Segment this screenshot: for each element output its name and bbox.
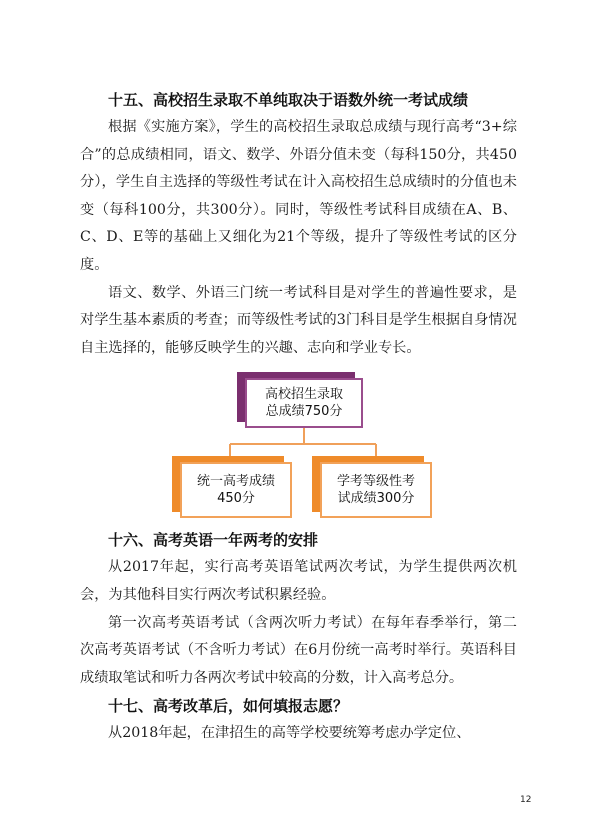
section-15-paragraph-1: 根据《实施方案》，学生的高校招生录取总成绩与现行高考“3+综合”的总成绩相同，语文、数学、外语分值未变（每科150分，共450分），学生自主选择的等级性考试在计入高校招生总成绩时的分值也未变（每科100分，共300分）。同时，等级性考试科目成绩在A、B、C、D、E等的基础上又细化为21个等级，提升了等级性考试的区分度。 bbox=[80, 119, 517, 273]
page-number: 12 bbox=[520, 795, 532, 805]
section-17-paragraph-1: 从2018年起，在津招生的高等学校要统筹考虑办学定位、 bbox=[108, 725, 471, 742]
total-score-box bbox=[245, 378, 363, 428]
graded-exam-score-box bbox=[320, 462, 432, 518]
section-15-heading: 十五、高校招生录取不单纯取决于语数外统一考试成绩 bbox=[108, 91, 469, 109]
section-15-paragraph-2: 语文、数学、外语三门统一考试科目是对学生的普遍性要求，是对学生基本素质的考查；而等级性考试的3门科目是学生根据自身情况自主选择的，能够反映学生的兴趣、志向和学业专长。 bbox=[80, 284, 517, 356]
graded-exam-line-2: 试成绩300分 bbox=[337, 491, 415, 507]
unified-exam-line-1: 统一高考成绩 bbox=[196, 474, 275, 490]
section-16-paragraph-2: 第一次高考英语考试（含两次听力考试）在每年春季举行，第二次高考英语考试（不含听力考试）在6月份统一高考时举行。英语科目成绩取笔试和听力各两次考试中较高的分数，计入高考总分。 bbox=[80, 614, 517, 686]
page-content bbox=[80, 86, 517, 748]
section-16-paragraph-1: 从2017年起，实行高考英语笔试两次考试，为学生提供两次机会，为其他科目实行两次考试积累经验。 bbox=[80, 559, 517, 603]
total-score-line-2: 总成绩750分 bbox=[265, 404, 343, 420]
section-17-heading: 十七、高考改革后，如何填报志愿？ bbox=[108, 697, 349, 716]
score-composition-diagram bbox=[80, 370, 517, 520]
unified-exam-score-box bbox=[180, 462, 292, 518]
graded-exam-line-1: 学考等级性考 bbox=[336, 474, 415, 490]
section-16-heading: 十六、高考英语一年两考的安排 bbox=[108, 531, 319, 550]
unified-exam-line-2: 450分 bbox=[217, 491, 255, 507]
total-score-line-1: 高校招生录取 bbox=[264, 387, 343, 403]
